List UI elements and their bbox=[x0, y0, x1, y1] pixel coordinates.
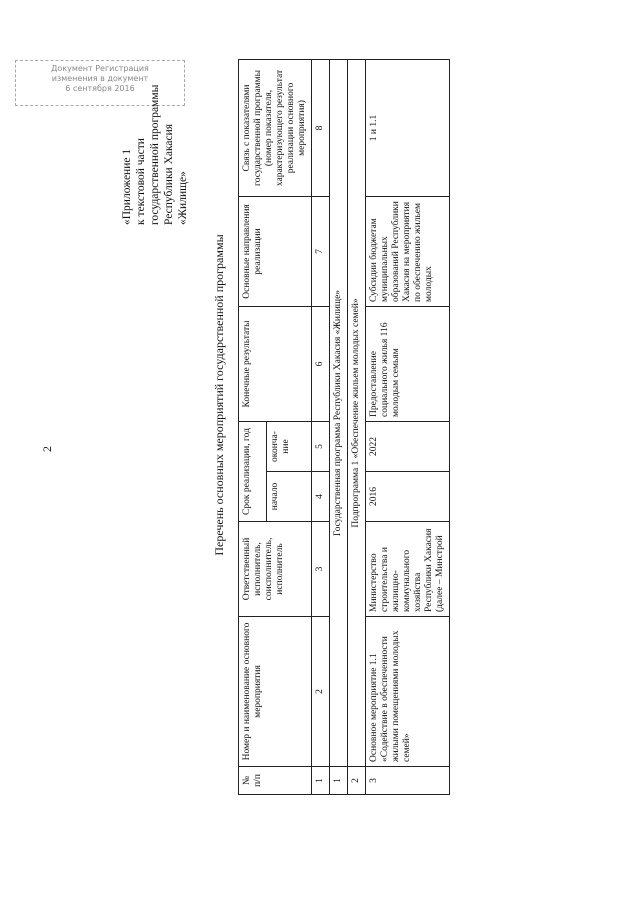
column-number: 4 bbox=[312, 472, 330, 522]
section-title: Подпрограмма 1 «Обеспечение жильем молодых семей» bbox=[348, 59, 366, 766]
header-name: Номер и наименование основного мероприятия bbox=[239, 617, 312, 767]
row-num: 3 bbox=[366, 767, 450, 795]
header-period: Срок реализации, год bbox=[239, 421, 267, 521]
measure-name: Основное мероприятие 1.1 «Содействие в обеспеченности жилыми помещениями молодых семей» bbox=[366, 617, 450, 767]
column-number: 1 bbox=[312, 767, 330, 795]
column-number: 3 bbox=[312, 522, 330, 617]
appendix-line: государственной программы bbox=[149, 84, 161, 225]
document-title: Перечень основных мероприятий государственной программы bbox=[212, 234, 226, 556]
row-num: 1 bbox=[330, 767, 348, 795]
column-numbers-row bbox=[312, 59, 330, 794]
measure-end: 2022 bbox=[366, 421, 450, 471]
column-number: 5 bbox=[312, 421, 330, 471]
measure-link: 1 и 1.1 bbox=[366, 59, 450, 196]
appendix-line: к текстовой части bbox=[135, 138, 147, 225]
page-number: 2 bbox=[40, 446, 54, 452]
stamp-line: изменения в документ bbox=[51, 74, 149, 83]
measure-executor: Министерство строительства и жилищно-коммунального хозяйства Республики Хакасия (далее – Минстрой bbox=[366, 522, 450, 617]
header-executor: Ответственный исполнитель, соисполнитель, исполнитель bbox=[239, 522, 312, 617]
header-directions: Основные направления реализации bbox=[239, 196, 312, 306]
stamp-line: Документ Регистрация bbox=[51, 64, 149, 73]
section-row-subprogram bbox=[348, 59, 366, 794]
section-title: Государственная программа Республики Хакасия «Жилище» bbox=[330, 59, 348, 766]
measure-results: Предоставление социального жилья 116 молодым семьям bbox=[366, 306, 450, 421]
header-end: оконча-ние bbox=[266, 421, 311, 471]
header-link: Связь с показателями государственной программы (номер показателя, характеризующего результат реализации основного мероприятия) bbox=[239, 59, 312, 196]
appendix-line: Республики Хакасия bbox=[163, 123, 175, 225]
section-row-program bbox=[330, 59, 348, 794]
header-num: № п/п bbox=[239, 767, 312, 795]
appendix-header bbox=[120, 25, 190, 225]
measure-start: 2016 bbox=[366, 472, 450, 522]
column-number: 2 bbox=[312, 617, 330, 767]
measure-directions: Субсидии бюджетам муниципальных образований Республики Хакасия на мероприятия по обеспечению жильем молодых bbox=[366, 196, 450, 306]
column-number: 6 bbox=[312, 306, 330, 421]
appendix-line: «Жилище» bbox=[177, 171, 189, 225]
column-number: 7 bbox=[312, 196, 330, 306]
row-num: 2 bbox=[348, 767, 366, 795]
stamp-line: 6 сентября 2016 bbox=[65, 84, 135, 93]
table-row bbox=[366, 59, 450, 794]
header-results: Конечные результаты bbox=[239, 306, 312, 421]
measures-table bbox=[238, 59, 450, 795]
appendix-line: «Приложение 1 bbox=[121, 148, 133, 225]
header-start: начало bbox=[266, 472, 311, 522]
column-number: 8 bbox=[312, 59, 330, 196]
